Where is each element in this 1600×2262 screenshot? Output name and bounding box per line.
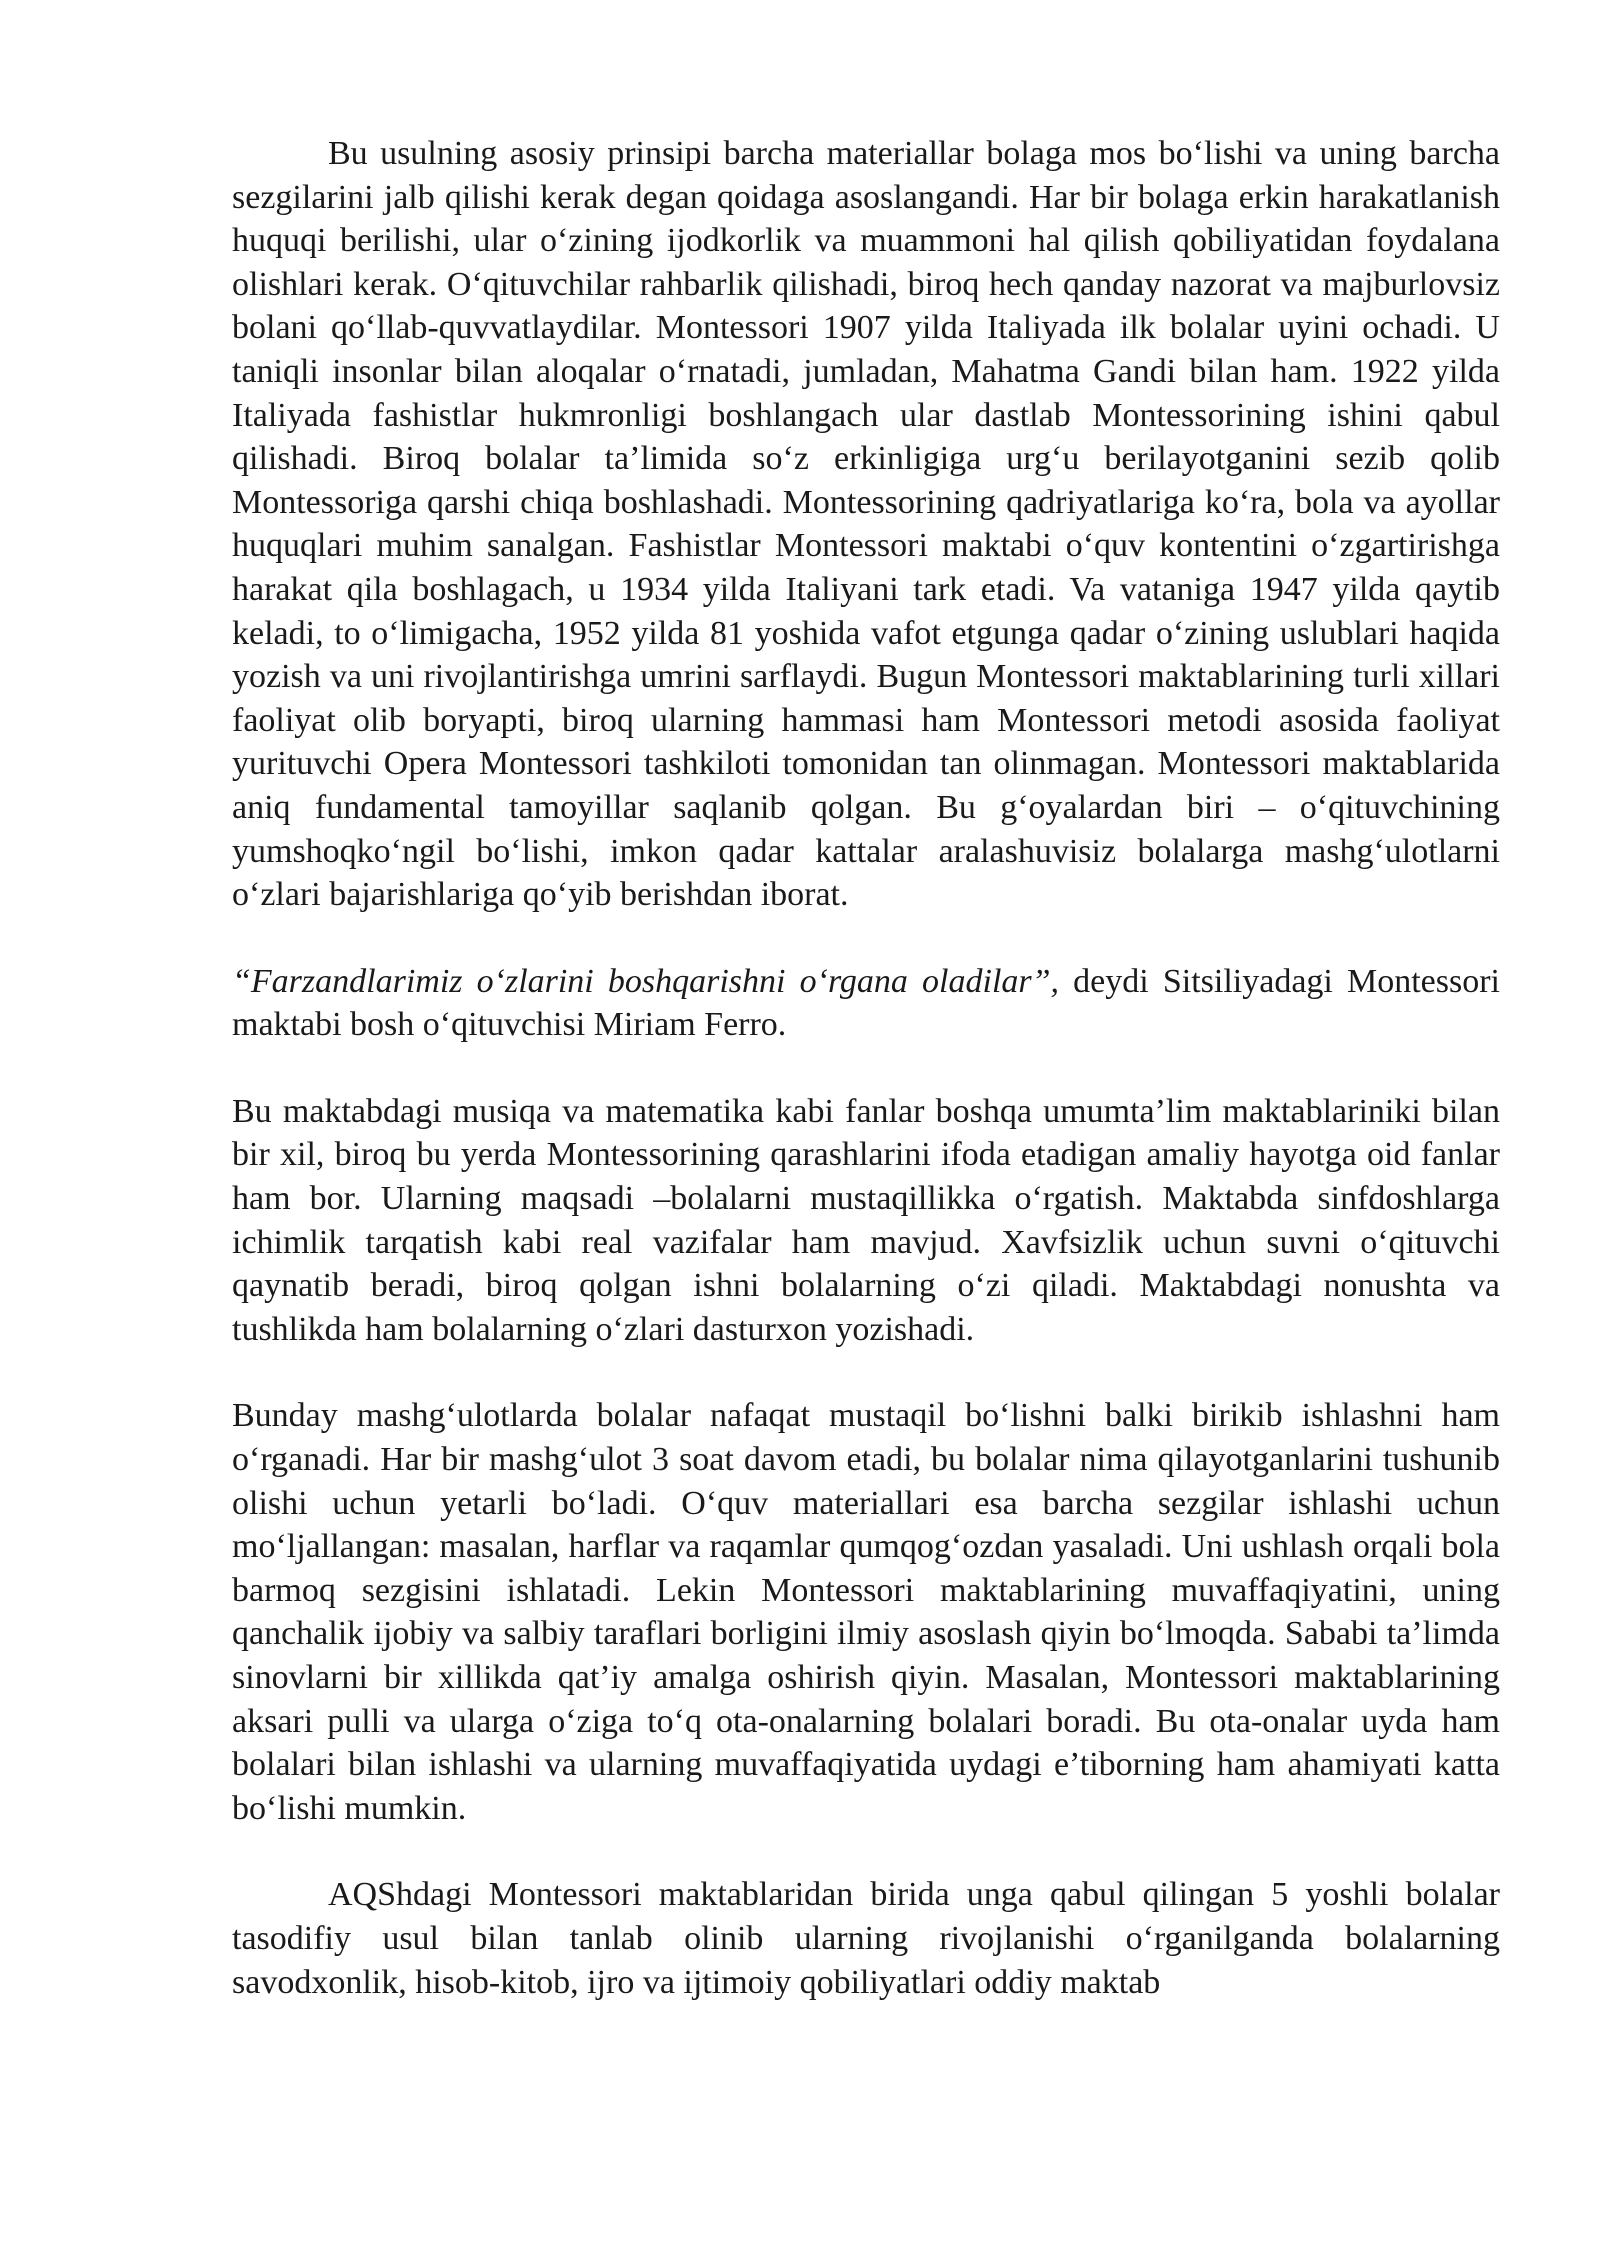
paragraph-text: deydi Sitsiliyadagi Montessori maktabi bosh o‘qituvchisi Miriam Ferro. (232, 962, 1500, 1044)
paragraph-text: AQShdagi Montessori maktablaridan birida unga qabul qilingan 5 yoshli bolalar tasodifiy usul bilan tanlab olinib ularning rivojlanishi o‘rganilganda bolalarning savodxonlik, hisob-kitob, ijro va ijtimoiy qobiliyatlari oddiy maktab (232, 1876, 1500, 2001)
paragraph-text: Bu maktabdagi musiqa va matematika kabi fanlar boshqa umumta’lim maktablariniki bilan bir xil, biroq bu yerda Montessorining qarashlarini ifoda etadigan amaliy hayotga oid fanlar ham bor. Ularning maqsadi –bolalarni mustaqillikka o‘rgatish. Maktabda sinfdoshlarga ichimlik tarqatish kabi real vazifalar ham mavjud. Xavfsizlik uchun suvni o‘qituvchi qaynatib beradi, biroq qolgan ishni bolalarning o‘zi qiladi. Maktabdagi nonushta va tushlikda ham bolalarning o‘zlari dasturxon yozishadi. (232, 1092, 1500, 1348)
document-body (232, 132, 1500, 2004)
paragraph-usa-study (232, 1873, 1500, 2004)
italic-quote: “Farzandlarimiz o‘zlarini boshqarishni o‘rgana oladilar”, (232, 962, 1060, 1000)
paragraph-text: Bu usulning asosiy prinsipi barcha materiallar bolaga mos bo‘lishi va uning barcha sezgilarini jalb qilishi kerak degan qoidaga asoslangandi. Har bir bolaga erkin harakatlanish huquqi berilishi, ular o‘zining ijodkorlik va muammoni hal qilish qobiliyatidan foydalana olishlari kerak. O‘qituvchilar rahbarlik qilishadi, biroq hech qanday nazorat va majburlovsiz bolani qo‘llab-quvvatlaydilar. Montessori 1907 yilda Italiyada ilk bolalar uyini ochadi. U taniqli insonlar bilan aloqalar o‘rnatadi, jumladan, Mahatma Gandi bilan ham. 1922 yilda Italiyada fashistlar hukmronligi boshlangach ular dastlab Montessorining ishini qabul qilishadi. Biroq bolalar ta’limida so‘z erkinligiga urg‘u berilayotganini sezib qolib Montessoriga qarshi chiqa boshlashadi. Montessorining qadriyatlariga ko‘ra, bola va ayollar huquqlari muhim sanalgan. Fashistlar Montessori maktabi o‘quv kontentini o‘zgartirishga harakat qila boshlagach, u 1934 yilda Italiyani tark etadi. Va vataniga 1947 yilda qaytib keladi, to o‘limigacha, 1952 yilda 81 yoshida vafot etgunga qadar o‘zining uslublari haqida yozish va uni rivojlantirishga umrini sarflaydi. Bugun Montessori maktablarining turli xillari faoliyat olib boryapti, biroq ularning hammasi ham Montessori metodi asosida faoliyat yurituvchi Opera Montessori tashkiloti tomonidan tan olinmagan. Montessori maktablarida aniq fundamental tamoyillar saqlanib qolgan. Bu g‘oyalardan biri – o‘qituvchining yumshoqko‘ngil bo‘lishi, imkon qadar kattalar aralashuvisiz bolalarga mashg‘ulotlarni o‘zlari bajarishlariga qo‘yib berishdan iborat. (232, 135, 1500, 914)
paragraph-school-subjects (232, 1090, 1500, 1352)
paragraph-montessori-history (232, 132, 1500, 917)
paragraph-text: Bunday mashg‘ulotlarda bolalar nafaqat mustaqil bo‘lishni balki birikib ishlashni ham o‘rganadi. Har bir mashg‘ulot 3 soat davom etadi, bu bolalar nima qilayotganlarini tushunib olishi uchun yetarli bo‘ladi. O‘quv materiallari esa barcha sezgilar ishlashi uchun mo‘ljallangan: masalan, harflar va raqamlar qumqog‘ozdan yasaladi. Uni ushlash orqali bola barmoq sezgisini ishlatadi. Lekin Montessori maktablarining muvaffaqiyatini, uning qanchalik ijobiy va salbiy taraflari borligini ilmiy asoslash qiyin bo‘lmoqda. Sababi ta’limda sinovlarni bir xillikda qat’iy amalga oshirish qiyin. Masalan, Montessori maktablarining aksari pulli va ularga o‘ziga to‘q ota-onalarning bolalari boradi. Bu ota-onalar uyda ham bolalari bilan ishlashi va ularning muvaffaqiyatida uydagi e’tiborning ham ahamiyati katta bo‘lishi mumkin. (232, 1397, 1500, 1827)
paragraph-quote-miriam-ferro (232, 960, 1500, 1047)
paragraph-lessons (232, 1394, 1500, 1830)
